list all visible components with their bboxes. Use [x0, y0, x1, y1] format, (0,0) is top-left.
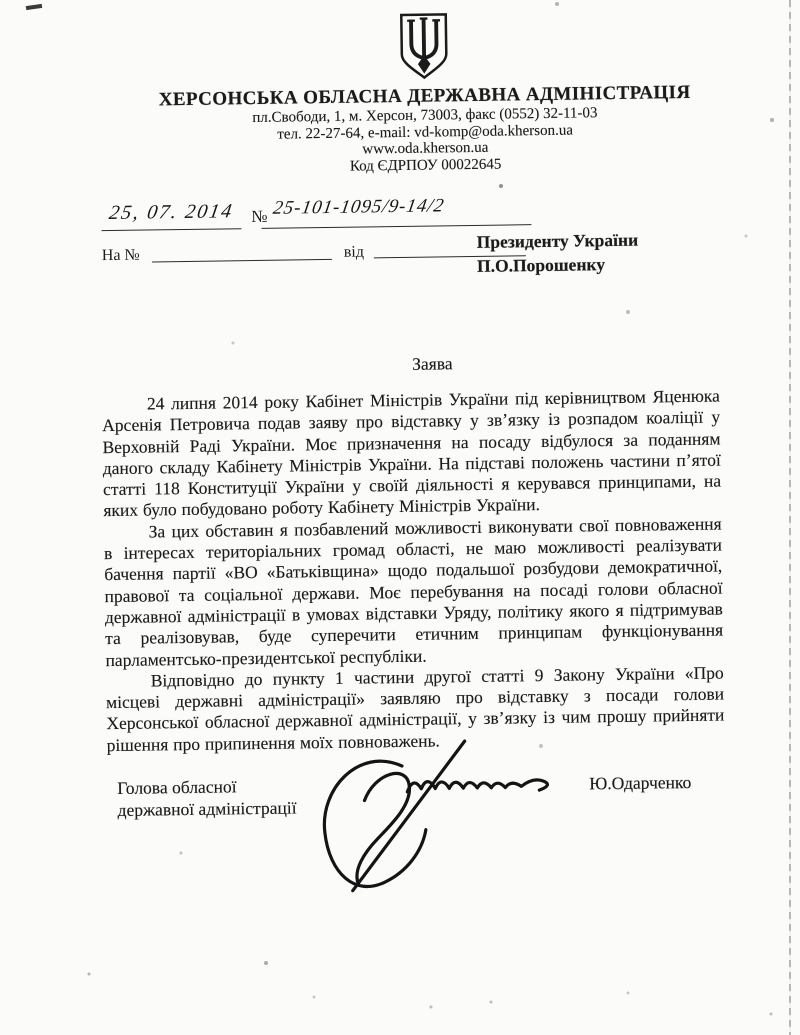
number-sign-label: №: [251, 206, 268, 227]
paragraph-2: За цих обставин я позбавлений можливості виконувати свої повноваження в інтересах територіальних громад області, не маю можливості реалізувати бачення партії «ВО «Батьківщина» щодо подальшої розбудови демократичної, правової та соціальної держави. Моє перебування на посаді голови обласної державної адміністрації в умовах відставки Уряду, політику якого я підтримував та реалізовував, буде суперечити етичним принципам функціонування парламентсько-президентської республіки.: [103, 513, 724, 670]
number-underline: [261, 224, 531, 229]
letter-title: Заява: [412, 353, 453, 374]
letterhead-edrpou-code: Код ЄДРПОУ 00022645: [349, 156, 502, 175]
reply-date-label: від: [343, 243, 365, 261]
handwritten-date: 25, 07. 2014: [107, 200, 236, 225]
letter-body: [102, 386, 725, 757]
addressee-block: [477, 228, 639, 278]
reply-number-underline: [152, 259, 332, 263]
letterhead: [53, 6, 795, 178]
reply-to-number-label: На №: [101, 246, 140, 265]
date-underline: [101, 228, 241, 231]
ukraine-trident-shield-icon: [394, 11, 453, 82]
signer-position-line-1: Голова обласної: [117, 776, 237, 798]
paragraph-1: 24 липня 2014 року Кабінет Міністрів України під керівництвом Яценюка Арсенія Петровича подав заяву про відставку у зв’язку із розпадом коаліції у Верховній Раді України. Моє призначення на посаду відбулося за поданням даного складу Кабінету Міністрів України. На підставі положень частини п’ятої статті 118 Конституції України у своїй діяльності я керувався принципами, на яких було побудовано роботу Кабінету Міністрів України.: [102, 385, 722, 521]
signer-name: Ю.Одарченко: [589, 771, 692, 794]
signer-position-line-2: державної адміністрації: [117, 797, 297, 820]
addressee-title: Президенту України: [476, 229, 639, 252]
scan-edge-artifact: [789, 0, 791, 1035]
addressee-name: П.О.Порошенку: [476, 254, 606, 276]
letterhead-address-line-1: пл.Свободи, 1, м. Херсон, 73003, факс (0552) 32-11-03: [252, 105, 598, 127]
paragraph-3: Відповідно до пункту 1 частини другої статті 9 Закону України «Про місцеві державні адміністрації» заявляю про відставку з посади голови Херсонської обласної державної адміністрації, у зв’язку із чим прошу прийняти рішення про припинення моїх повноважень.: [105, 662, 725, 755]
signer-position: [117, 774, 297, 820]
letterhead-address-line-2: тел. 22-27-64, e-mail: vd-komp@oda.kherson.ua: [277, 122, 574, 143]
signature-handwriting-icon: [307, 735, 589, 919]
scan-speckles: [0, 0, 2, 2]
org-name: ХЕРСОНСЬКА ОБЛАСНА ДЕРЖАВНА АДМІНІСТРАЦІЯ: [158, 81, 691, 111]
letterhead-website: www.oda.kherson.ua: [362, 139, 489, 158]
handwritten-reference-number: 25-101-1095/9-14/2: [271, 195, 447, 219]
